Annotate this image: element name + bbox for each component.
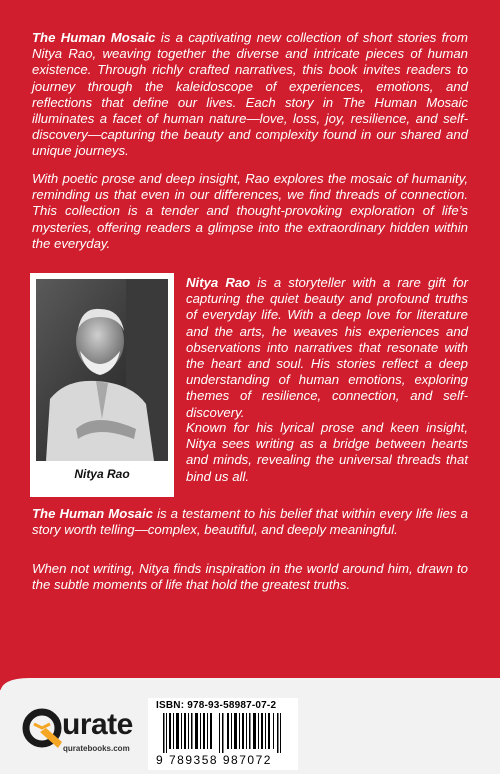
barcode-bars bbox=[155, 713, 291, 753]
book-title-inline: The Human Mosaic bbox=[32, 30, 156, 45]
barcode-number: 9 789358 987072 bbox=[156, 753, 272, 767]
closing-paragraph-1 bbox=[32, 506, 468, 538]
closing-paragraph-1-text: is a testament to his belief that within every life lies a story worth telling—complex, beautiful, and deeply meaningful. bbox=[32, 506, 468, 538]
author-photo-caption: Nitya Rao bbox=[74, 467, 130, 481]
blurb-paragraph-2: With poetic prose and deep insight, Rao explores the mosaic of humanity, reminding us that even in our differences, we find threads of connection. This collection is a tender and thought-provoking exploration of life’s mysteries, offering readers a glimpse into the extraordinary hidden within the everyday. bbox=[32, 171, 468, 251]
publisher-logo bbox=[20, 700, 140, 760]
isbn-barcode bbox=[148, 698, 298, 770]
blurb-paragraph-1 bbox=[32, 30, 468, 160]
author-bio-paragraph-2: Known for his lyrical prose and keen insight, Nitya sees writing as a bridge between hearts and minds, revealing the universal threads that bind us all. bbox=[186, 420, 468, 484]
footer bbox=[0, 690, 500, 774]
publisher-name: urate bbox=[62, 708, 133, 741]
q-book-logo-icon bbox=[20, 706, 64, 750]
isbn-label: ISBN: 978-93-58987-07-2 bbox=[156, 700, 277, 711]
author-photo-frame bbox=[30, 273, 174, 497]
blurb-paragraph-1-text: is a captivating new collection of short stories from Nitya Rao, weaving together the diverse and intricate pieces of human existence. Through richly crafted narratives, this book invites readers to journey through the kaleidoscope of experiences, emotions, and reflections that define our lives. Each story in The Human Mosaic illuminates a facet of human nature—love, loss, joy, resilience, and self-discovery—capturing the beauty and complexity found in our shared and unique journeys. bbox=[32, 30, 468, 159]
author-photo bbox=[36, 279, 168, 461]
author-bio-paragraph-1 bbox=[186, 275, 468, 421]
author-name-inline: Nitya Rao bbox=[186, 275, 251, 290]
book-title-inline-2: The Human Mosaic bbox=[32, 506, 153, 521]
closing-paragraph-2: When not writing, Nitya finds inspiration in the world around him, drawn to the subtle moments of life that hold the greatest truths. bbox=[32, 561, 468, 593]
author-bio-text: is a storyteller with a rare gift for capturing the quiet beauty and profound truths of everyday life. With a deep love for literature and the arts, he weaves his experiences and observations into narratives that resonate with the heart and soul. His stories reflect a deep understanding of human emotions, exploring themes of resilience, connection, and self-discovery. bbox=[186, 275, 468, 420]
publisher-website: quratebooks.com bbox=[63, 744, 130, 753]
